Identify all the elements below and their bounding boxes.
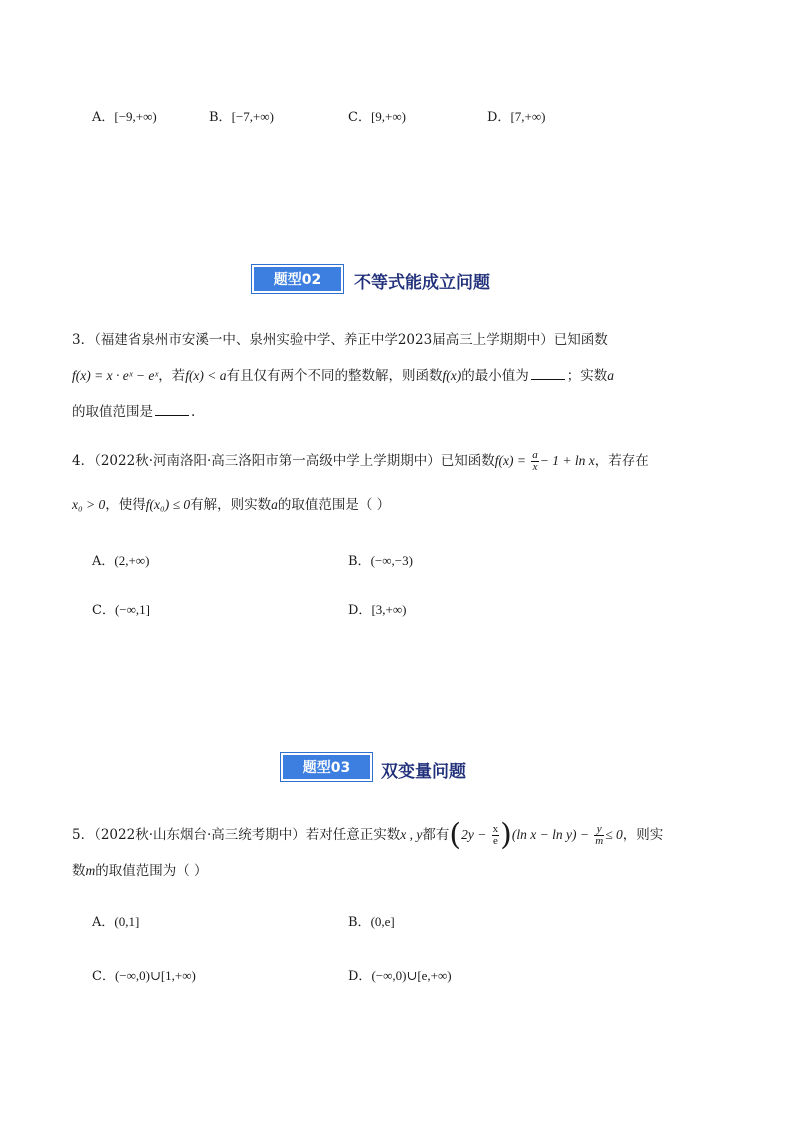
section-03-badge: 题型03: [280, 752, 373, 782]
q4-option-b: B．(−∞,−3): [348, 553, 413, 569]
q5-fraction-2: $\frac{y}{m}$: [595, 823, 604, 847]
q5-option-a: A．(0,1]: [92, 914, 140, 930]
section-02-badge: 题型02: [251, 264, 344, 294]
q4-fraction: $\frac{a}{x}$: [532, 449, 538, 473]
q4-option-c: C．(−∞,1]: [92, 602, 150, 618]
q3-line-2: f(x) = x · eˣ − eˣ，若f(x) < a有且仅有两个不同的整数解，则函数f(x)的最小值为 ；实数a: [72, 368, 615, 384]
q5-option-c: C．(−∞,0)∪[1,+∞): [92, 968, 196, 984]
answer-blank-2: [155, 403, 189, 416]
q4-line-2: x₀ > 0，使得f(x₀) ≤ 0有解，则实数a的取值范围是（ ）: [72, 497, 391, 513]
q3-line-1: 3．（福建省泉州市安溪一中、泉州实验中学、养正中学2023届高三上学期期中）已知函数: [72, 332, 608, 348]
section-03-title: 双变量问题: [381, 762, 466, 782]
q2-option-c: C．[9,+∞): [348, 109, 406, 125]
q4-line-1: 4．（2022秋·河南洛阳·高三洛阳市第一高级中学上学期期中）已知函数f(x) = $\frac{a}{x}$ − 1 + ln x，若存在: [72, 449, 649, 473]
q5-option-b: B．(0,e]: [348, 914, 395, 930]
q3-inequality: f(x) < a: [185, 368, 227, 383]
q5-line-1: 5．（2022秋·山东烟台·高三统考期中）若对任意正实数x , y都有(2y − $\frac{x}{e}$ )(ln x − ln y) − $\frac{y}{m}$ ≤ 0，则实: [72, 817, 664, 853]
q2-option-a: A．[−9,+∞): [92, 109, 157, 125]
q3-function: f(x) = x · eˣ − eˣ: [72, 368, 159, 383]
section-02-title: 不等式能成立问题: [354, 273, 490, 293]
q2-option-b: B．[−7,+∞): [209, 109, 274, 125]
q2-option-d: D．[7,+∞): [487, 109, 546, 125]
answer-blank-1: [531, 367, 565, 380]
q3-line-3: 的取值范围是 .: [72, 404, 196, 420]
q5-option-d: D．(−∞,0)∪[e,+∞): [348, 968, 452, 984]
q4-option-a: A．(2,+∞): [92, 553, 150, 569]
q4-option-d: D．[3,+∞): [348, 602, 407, 618]
q5-fraction-1: $\frac{x}{e}$: [492, 823, 499, 847]
q5-line-2: 数m的取值范围为（ ）: [72, 863, 208, 879]
